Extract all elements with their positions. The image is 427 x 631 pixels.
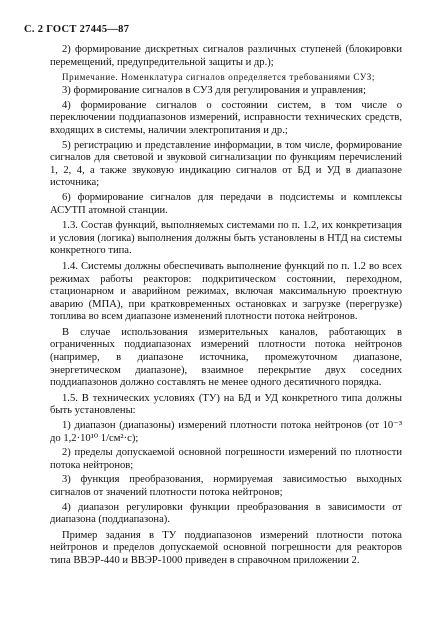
requirement-3: 3) функция преобразования, нормируемая зависимостью выходных сигналов от значений плотности потока нейтронов; xyxy=(50,474,402,498)
note: Примечание. Номенклатура сигналов определяется требованиями СУЗ; xyxy=(62,72,375,83)
list-item-5: 5) регистрацию и представление информации, в том числе, формирование сигналов для световой и звуковой сигнализации по функциям перечислений 1, 2, 4, а также звуковую индикацию сигналов от БД и УД в диапазоне источника; xyxy=(50,139,402,189)
clause-1-4-continued: В случае использования измерительных каналов, работающих в ограниченных поддиапазонах измерений плотности потока нейтронов (например, в диапазоне источника, промежуточном диапазоне, энергетическом диапазоне), взаимное перекрытие двух соседних поддиапазонов должно составлять не менее одного десятичного порядка. xyxy=(50,326,402,389)
list-item-3: 3) формирование сигналов в СУЗ для регулирования и управления; xyxy=(62,85,366,97)
page-header: С. 2 ГОСТ 27445—87 xyxy=(24,24,130,35)
clause-1-3: 1.3. Состав функций, выполняемых системами по п. 1.2, их конкретизация и условия (логика) выполнения должны быть установлены в НТД на системы конкретного типа. xyxy=(50,220,402,257)
list-item-2: 2) формирование дискретных сигналов различных ступеней (блокировки перемещений, предупредительной защиты и др.); xyxy=(50,44,402,68)
clause-1-5: 1.5. В технических условиях (ТУ) на БД и УД конкретного типа должны быть установлены: xyxy=(50,392,402,417)
requirement-4: 4) диапазон регулировки функции преобразования в зависимости от диапазона (поддиапазона). xyxy=(50,501,402,526)
list-item-6: 6) формирование сигналов для передачи в подсистемы и комплексы АСУТП атомной станции. xyxy=(50,191,402,216)
document-body xyxy=(50,44,402,570)
list-item-4: 4) формирование сигналов о состоянии систем, в том числе о переключении поддиапазонов измерений, исправности технических средств, входящих в системы, наличии электропитания и др.; xyxy=(50,99,402,136)
clause-1-4: 1.4. Системы должны обеспечивать выполнение функций по п. 1.2 во всех режимах работы реакторов: подкритическом состоянии, переходном, стационарном и аварийном режимах, включая максимальную проектную аварию (МПА), при кратковременных остановках и загрузке (перегрузке) топлива во всем диапазоне изменений плотности потока нейтронов. xyxy=(50,260,402,323)
example-paragraph: Пример задания в ТУ поддиапазонов измерений плотности потока нейтронов и пределов допускаемой основной погрешности для реакторов типа ВВЭР-440 и ВВЭР-1000 приведен в справочном приложении 2. xyxy=(50,529,402,566)
requirement-2: 2) пределы допускаемой основной погрешности измерений по плотности потока нейтронов; xyxy=(50,447,402,471)
requirement-1: 1) диапазон (диапазоны) измерений плотности потока нейтронов (от 10⁻³ до 1,2·10¹⁰ 1/см²·с); xyxy=(50,420,402,444)
